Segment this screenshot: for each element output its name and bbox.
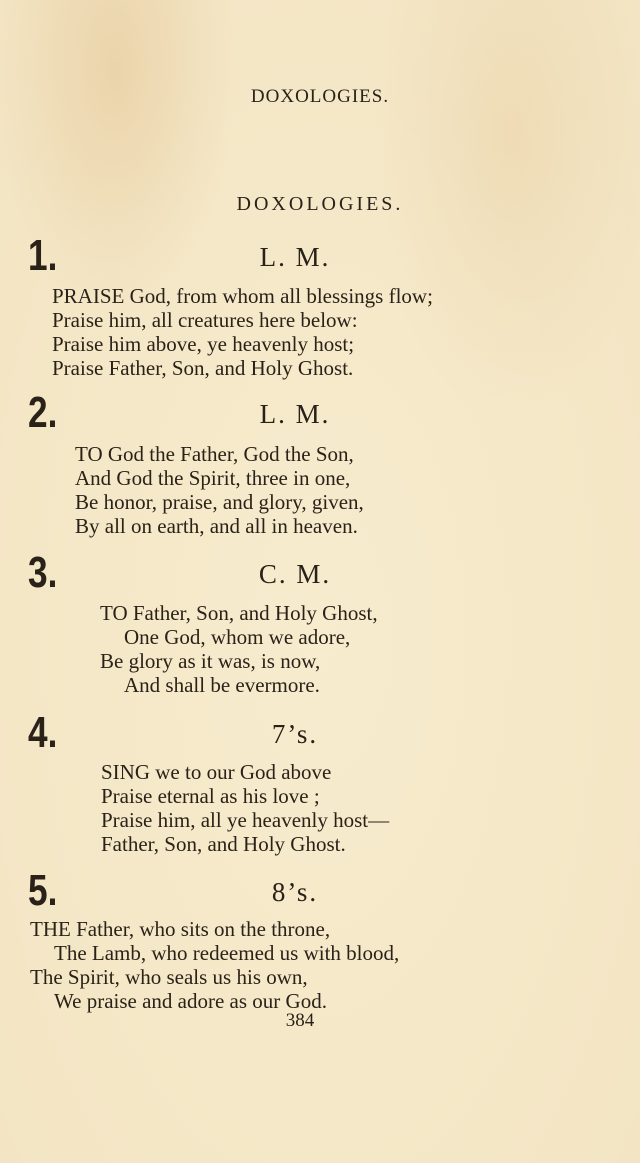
hymn-line: We praise and adore as our God.: [54, 989, 327, 1013]
hymn-line: TO Father, Son, and Holy Ghost,: [100, 601, 378, 625]
hymn-line: THE Father, who sits on the throne,: [30, 917, 331, 941]
hymn-line: SING we to our God above: [101, 760, 332, 784]
hymn-line: Be honor, praise, and glory, given,: [75, 490, 364, 514]
hymn-line: TO God the Father, God the Son,: [75, 442, 354, 466]
doxology-number: 4.: [28, 708, 58, 757]
section-title: DOXOLOGIES.: [236, 193, 404, 215]
doxology-number: 2.: [28, 388, 58, 437]
hymn-line: Praise eternal as his love ;: [101, 784, 320, 808]
running-head: DOXOLOGIES.: [250, 86, 390, 107]
doxology-number: 1.: [28, 231, 58, 280]
hymn-line: And God the Spirit, three in one,: [75, 466, 351, 490]
page-number: 384: [285, 1010, 315, 1031]
doxology-meter: C. M.: [258, 559, 332, 589]
hymn-line: And shall be evermore.: [124, 673, 320, 697]
hymn-line: Be glory as it was, is now,: [100, 649, 321, 673]
doxology-meter: 7’s.: [271, 719, 319, 749]
hymn-line: Father, Son, and Holy Ghost.: [101, 832, 346, 856]
doxology-number: 3.: [28, 548, 58, 597]
hymn-line: The Lamb, who redeemed us with blood,: [54, 941, 400, 965]
hymn-line: Praise Father, Son, and Holy Ghost.: [52, 356, 354, 380]
doxology-number: 5.: [28, 866, 58, 915]
hymn-line: Praise him, all ye heavenly host—: [101, 808, 390, 832]
hymn-line: PRAISE God, from whom all blessings flow;: [52, 284, 433, 308]
doxology-meter: L. M.: [259, 399, 331, 429]
hymn-line: The Spirit, who seals us his own,: [30, 965, 308, 989]
doxology-meter: L. M.: [259, 242, 331, 272]
hymn-line: Praise him, all creatures here below:: [52, 308, 358, 332]
hymn-line: Praise him above, ye heavenly host;: [52, 332, 355, 356]
hymn-line: By all on earth, and all in heaven.: [75, 514, 358, 538]
doxology-meter: 8’s.: [271, 877, 319, 907]
hymn-line: One God, whom we adore,: [124, 625, 351, 649]
